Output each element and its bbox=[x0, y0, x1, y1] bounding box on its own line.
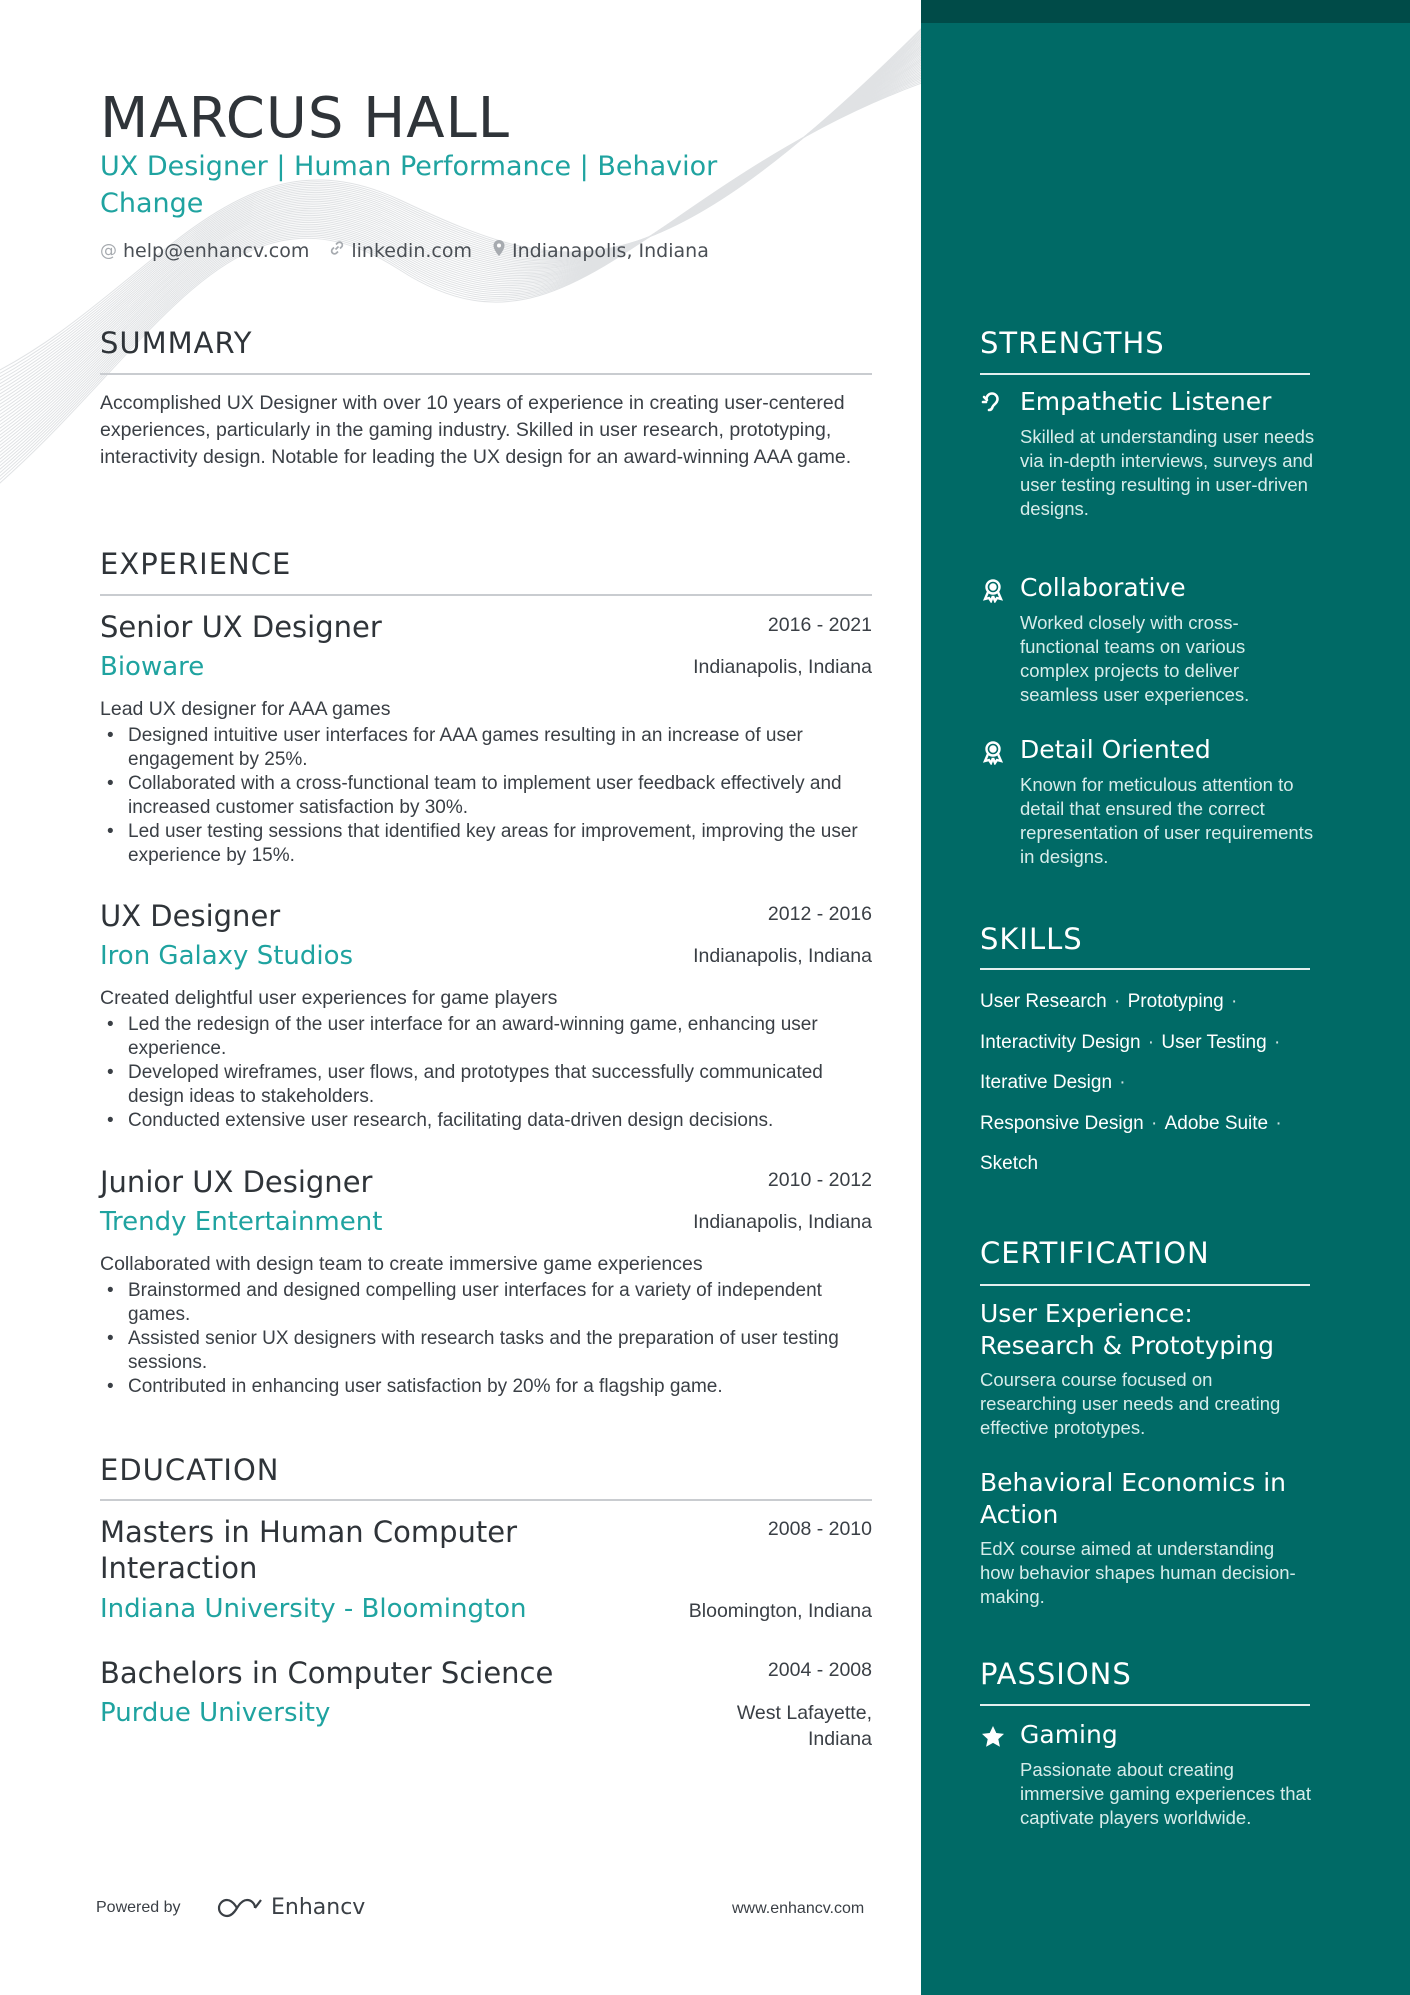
job-company: Iron Galaxy Studios bbox=[100, 941, 354, 971]
job-bullet: • Led user testing sessions that identified key areas for improvement, improving the user experience by 15%. bbox=[100, 820, 872, 868]
skill-item: Adobe Suite bbox=[1164, 1112, 1269, 1134]
education-location: West Lafayette, Indiana bbox=[736, 1702, 872, 1750]
summary-text: Accomplished UX Designer with over 10 years of experience in creating user-centered experiences, particularly in the gaming industry. Skilled in user research, prototyping, interactivity design. Notable for leading the UX design for an award-winning AAA game. bbox=[100, 392, 852, 468]
job-location: Indianapolis, Indiana bbox=[693, 945, 872, 967]
certification-item bbox=[980, 1298, 1310, 1440]
certification-item bbox=[980, 1467, 1310, 1609]
job-title: Junior UX Designer bbox=[100, 1165, 373, 1199]
contact-location-text: Indianapolis, Indiana bbox=[512, 239, 709, 262]
job-dates: 2012 - 2016 bbox=[767, 903, 872, 925]
candidate-name: MARCUS HALL bbox=[100, 86, 510, 151]
skill-item: User Testing bbox=[1161, 1031, 1267, 1053]
candidate-title: UX Designer | Human Performance | Behavior Change bbox=[100, 151, 718, 219]
education-school: Indiana University - Bloomington bbox=[100, 1594, 527, 1624]
certification-description: Coursera course focused on researching user needs and creating effective prototypes. bbox=[980, 1369, 1281, 1438]
skill-item: Responsive Design bbox=[980, 1112, 1144, 1134]
job-description: Created delightful user experiences for game players bbox=[100, 987, 558, 1009]
job-bullet: • Contributed in enhancing user satisfaction by 20% for a flagship game. bbox=[100, 1375, 872, 1399]
passions-divider bbox=[980, 1704, 1310, 1706]
job-location: Indianapolis, Indiana bbox=[693, 656, 872, 678]
award-icon bbox=[980, 577, 1006, 603]
passions-heading: PASSIONS bbox=[980, 1657, 1132, 1691]
experience-heading: EXPERIENCE bbox=[100, 547, 292, 581]
certification-name: Behavioral Economics in Action bbox=[980, 1468, 1287, 1529]
strength-description: Skilled at understanding user needs via in-depth interviews, surveys and user testing resulting in user-driven designs. bbox=[1020, 426, 1315, 519]
job-entry bbox=[100, 899, 872, 1149]
star-icon bbox=[980, 1724, 1006, 1750]
contact-linkedin-text: linkedin.com bbox=[351, 239, 472, 262]
strengths-heading: STRENGTHS bbox=[980, 326, 1165, 360]
job-entry bbox=[100, 610, 872, 880]
job-entry bbox=[100, 1165, 872, 1415]
job-dates: 2016 - 2021 bbox=[767, 614, 872, 636]
job-bullet: • Assisted senior UX designers with research tasks and the preparation of user testing sessions. bbox=[100, 1327, 872, 1375]
job-bullets bbox=[100, 724, 872, 868]
skill-item: User Research bbox=[980, 991, 1107, 1012]
skill-item: Interactivity Design bbox=[980, 1031, 1141, 1053]
certification-name: User Experience: Research & Prototyping bbox=[980, 1299, 1274, 1360]
link-icon bbox=[329, 240, 345, 261]
education-divider bbox=[100, 1499, 872, 1501]
passion-item bbox=[980, 1720, 1310, 1860]
footer-powered-by: Powered by bbox=[96, 1899, 181, 1916]
job-title: Senior UX Designer bbox=[100, 610, 382, 644]
contact-email-text: help@enhancv.com bbox=[123, 239, 310, 262]
strength-name: Empathetic Listener bbox=[1020, 387, 1272, 416]
sidebar-top-bar bbox=[921, 0, 1410, 23]
education-school: Purdue University bbox=[100, 1698, 331, 1728]
education-entry bbox=[100, 1514, 872, 1634]
education-degree: Bachelors in Computer Science bbox=[100, 1656, 554, 1690]
skill-item: Sketch bbox=[980, 1153, 1039, 1174]
skill-item: Prototyping bbox=[1127, 991, 1224, 1012]
at-icon: @ bbox=[100, 240, 117, 261]
contact-linkedin[interactable] bbox=[329, 240, 472, 262]
job-bullet: • Brainstormed and designed compelling user interfaces for a variety of independent games. bbox=[100, 1279, 872, 1327]
job-description: Collaborated with design team to create immersive game experiences bbox=[100, 1253, 703, 1275]
job-description: Lead UX designer for AAA games bbox=[100, 698, 391, 720]
job-bullet: • Developed wireframes, user flows, and prototypes that successfully communicated design ideas to stakeholders. bbox=[100, 1061, 872, 1109]
location-icon bbox=[492, 239, 506, 262]
summary-divider bbox=[100, 373, 872, 375]
education-dates: 2008 - 2010 bbox=[767, 1518, 872, 1540]
skills-heading: SKILLS bbox=[980, 922, 1083, 956]
strengths-divider bbox=[980, 373, 1310, 375]
job-bullet: • Conducted extensive user research, facilitating data-driven design decisions. bbox=[100, 1109, 872, 1133]
skill-item: Iterative Design bbox=[980, 1072, 1113, 1093]
strength-item bbox=[980, 573, 1310, 713]
footer-logo[interactable] bbox=[215, 1895, 365, 1920]
skills-divider bbox=[980, 968, 1310, 970]
passion-name: Gaming bbox=[1020, 1720, 1118, 1749]
footer-url[interactable]: www.enhancv.com bbox=[732, 1900, 865, 1917]
education-dates: 2004 - 2008 bbox=[767, 1659, 872, 1681]
contact-location bbox=[492, 239, 709, 262]
education-location: Bloomington, Indiana bbox=[688, 1600, 872, 1622]
education-degree: Masters in Human Computer Interaction bbox=[100, 1515, 517, 1585]
enhancv-logo-icon bbox=[215, 1896, 263, 1920]
education-entry bbox=[100, 1655, 872, 1765]
strength-description: Known for meticulous attention to detail that ensured the correct representation of user requirements in designs. bbox=[1020, 774, 1314, 867]
ear-icon bbox=[980, 391, 1006, 417]
strength-name: Detail Oriented bbox=[1020, 735, 1211, 764]
certification-divider bbox=[980, 1284, 1310, 1286]
job-bullet: • Designed intuitive user interfaces for AAA games resulting in an increase of user engagement by 25%. bbox=[100, 724, 872, 772]
job-bullets bbox=[100, 1279, 872, 1399]
job-bullets bbox=[100, 1013, 872, 1133]
footer-brand: Enhancv bbox=[271, 1895, 366, 1920]
job-company: Bioware bbox=[100, 652, 205, 682]
strength-name: Collaborative bbox=[1020, 573, 1186, 602]
strength-description: Worked closely with cross-functional teams on various complex projects to deliver seamless user experiences. bbox=[1020, 612, 1250, 705]
certification-description: EdX course aimed at understanding how behavior shapes human decision-making. bbox=[980, 1538, 1296, 1607]
passion-description: Passionate about creating immersive gaming experiences that captivate players worldwide. bbox=[1020, 1759, 1311, 1828]
summary-heading: SUMMARY bbox=[100, 326, 253, 360]
certification-heading: CERTIFICATION bbox=[980, 1236, 1210, 1270]
experience-divider bbox=[100, 594, 872, 596]
job-location: Indianapolis, Indiana bbox=[693, 1211, 872, 1233]
contact-email[interactable] bbox=[100, 240, 309, 262]
job-company: Trendy Entertainment bbox=[100, 1207, 383, 1237]
job-dates: 2010 - 2012 bbox=[767, 1169, 872, 1191]
strength-item bbox=[980, 735, 1314, 875]
contact-list bbox=[100, 239, 709, 262]
job-bullet: • Collaborated with a cross-functional team to implement user feedback effectively and increased customer satisfaction by 30%. bbox=[100, 772, 872, 820]
education-heading: EDUCATION bbox=[100, 1453, 280, 1487]
job-title: UX Designer bbox=[100, 899, 281, 933]
strength-item bbox=[980, 387, 1315, 547]
job-bullet: • Led the redesign of the user interface for an award-winning game, enhancing user experience. bbox=[100, 1013, 872, 1061]
skills-list: User Research · Prototyping · Interactivity Design · User Testing · Iterative Design · Responsive Design · Adobe Suite · Sketch bbox=[980, 991, 1282, 1174]
award-icon bbox=[980, 739, 1006, 765]
